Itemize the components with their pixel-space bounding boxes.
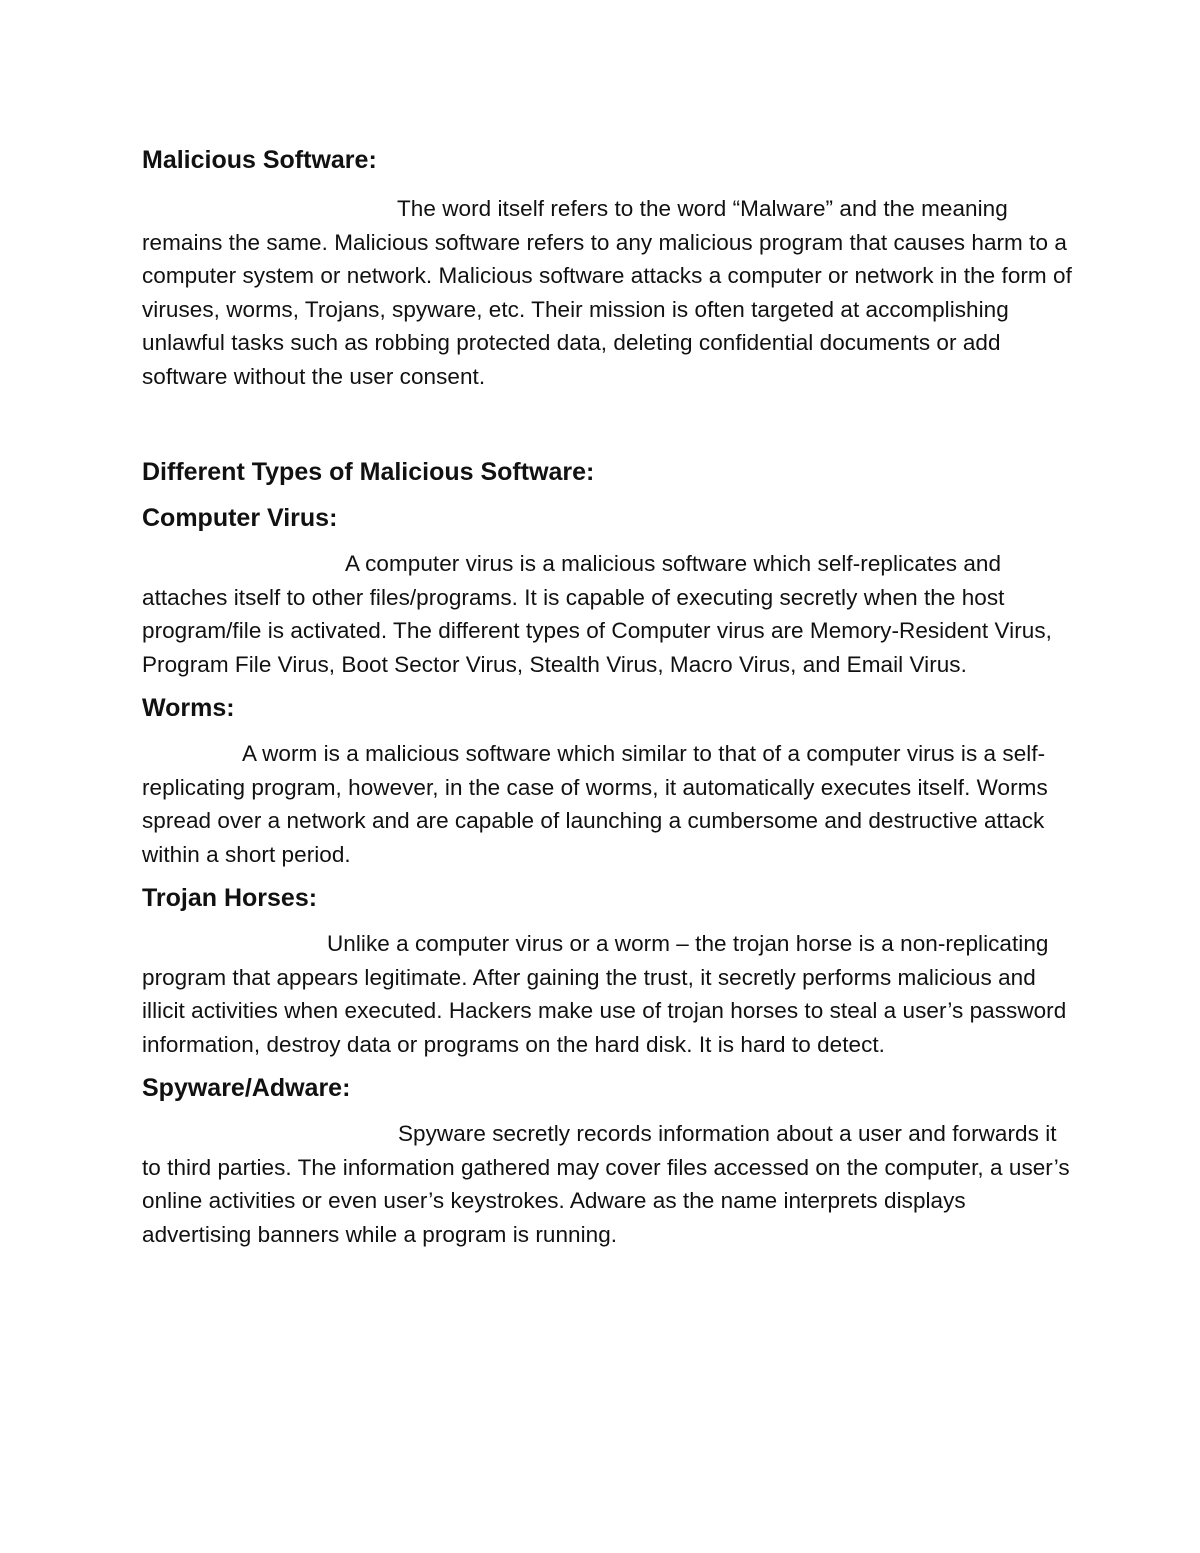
section-heading-computer-virus: Computer Virus: (142, 504, 338, 532)
section-body-trojan-horses: Unlike a computer virus or a worm – the trojan horse is a non-replicating program that appears legitimate. After gaining the trust, it secretly performs malicious and illicit activities when executed. Hackers make use of trojan horses to steal a user’s password information, destroy data or programs on the hard disk. It is hard to detect. (142, 931, 1067, 1057)
section-body-spyware-adware: Spyware secretly records information about a user and forwards it to third parties. The information gathered may cover files accessed on the computer, a user’s online activities or even user’s keystrokes. Adware as the name interprets displays advertising banners while a program is running. (142, 1121, 1070, 1247)
section-heading-types: Different Types of Malicious Software: (142, 458, 595, 486)
section-body-computer-virus: A computer virus is a malicious software which self-replicates and attaches itself to other files/programs. It is capable of executing secretly when the host program/file is activated. The different types of Computer virus are Memory-Resident Virus, Program File Virus, Boot Sector Virus, Stealth Virus, Macro Virus, and Email Virus. (142, 551, 1052, 677)
section-body-malicious-software: The word itself refers to the word “Malware” and the meaning remains the same. Malicious software refers to any malicious program that causes harm to a computer system or network. Malicious software attacks a computer or network in the form of viruses, worms, Trojans, spyware, etc. Their mission is often targeted at accomplishing unlawful tasks such as robbing protected data, deleting confidential documents or add software without the user consent. (142, 196, 1072, 389)
section-heading-trojan-horses: Trojan Horses: (142, 884, 318, 912)
section-heading-spyware-adware: Spyware/Adware: (142, 1074, 351, 1102)
section-body-worms: A worm is a malicious software which similar to that of a computer virus is a self-replicating program, however, in the case of worms, it automatically executes itself. Worms spread over a network and are capable of launching a cumbersome and destructive attack within a short period. (142, 741, 1048, 867)
section-heading-worms: Worms: (142, 694, 235, 722)
document-content (142, 143, 1072, 1251)
section-heading-malicious-software: Malicious Software: (142, 146, 377, 174)
